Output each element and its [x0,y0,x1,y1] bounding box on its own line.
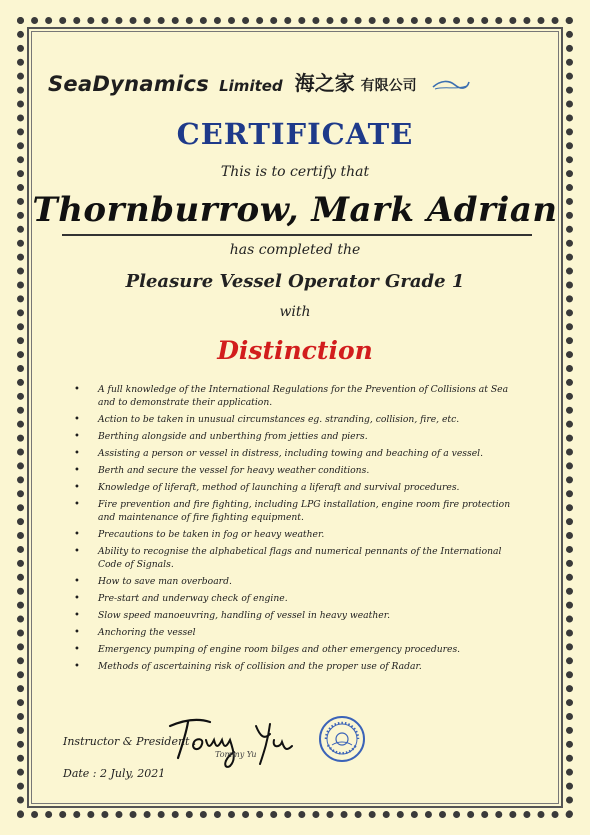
certify-text: This is to certify that [220,164,370,180]
bullet-icon: • [74,576,80,588]
list-item: • A full knowledge of the International Regulations for the Prevention of Collisions at Sea and to demonstrate their application. [74,384,509,409]
handwritten-signature [164,712,314,772]
list-item: • How to save man overboard. [74,576,232,588]
bullet-icon: • [74,465,80,477]
completed-text: has completed the [229,242,361,258]
list-item: • Methods of ascertaining risk of collision and the proper use of Radar. [74,660,422,672]
list-item: • Ability to recognise the alphabetical flags and numerical pennants of the International Code of Signals. [74,546,502,571]
wave-logo-icon [431,78,471,92]
signatory-name: Tommy Yu [215,750,257,759]
recipient-name: Thornburrow, Mark Adrian [32,190,558,230]
list-item: • Berthing alongside and unberthing from jetties and piers. [74,431,368,443]
list-item: • Pre-start and underway check of engine. [74,593,288,605]
list-item: • Anchoring the vessel [74,627,196,639]
brand-chinese-suffix: 有限公司 [360,78,417,94]
grade-distinction: Distinction [217,336,373,365]
instructor-label: Instructor & President : [63,735,197,748]
bullet-icon: • [74,414,80,426]
bullet-icon: • [74,660,80,672]
bullet-icon: • [74,481,80,493]
name-underline [62,234,532,236]
brand-suffix: Limited [219,77,283,95]
bullet-icon: • [74,627,80,639]
company-seal-icon [318,715,366,763]
issue-date: Date : 2 July, 2021 [63,767,166,780]
bullet-icon: • [74,644,80,655]
list-item: • Emergency pumping of engine room bilges and other emergency procedures. [74,644,461,655]
with-text: with [279,304,311,320]
list-item: • Knowledge of liferaft, method of launching a liferaft and survival procedures. [74,481,460,493]
bullet-icon: • [74,498,80,510]
bullet-icon: • [74,384,80,395]
brand-name: SeaDynamics [48,72,210,96]
competency-list [72,383,522,677]
bullet-icon: • [74,546,80,558]
bullet-icon: • [74,529,80,541]
list-item: • Slow speed manoeuvring, handling of vessel in heavy weather. [74,610,391,622]
brand-chinese-name: 海之家 [294,71,355,95]
certificate-title: CERTIFICATE [176,117,414,151]
bullet-icon: • [74,431,80,443]
list-item: • Assisting a person or vessel in distress, including towing and beaching of a vessel. [74,448,484,460]
bullet-icon: • [74,610,80,622]
list-item: • Action to be taken in unusual circumstances eg. stranding, collision, fire, etc. [74,414,460,426]
course-name: Pleasure Vessel Operator Grade 1 [125,271,465,292]
bullet-icon: • [74,593,80,605]
list-item: • Fire prevention and fire fighting, including LPG installation, engine room fire protection and maintenance of fire fighting equipment. [74,498,511,524]
bullet-icon: • [74,448,80,460]
list-item: • Berth and secure the vessel for heavy weather conditions. [74,465,370,477]
company-header [48,62,548,96]
list-item: • Precautions to be taken in fog or heavy weather. [74,529,325,541]
